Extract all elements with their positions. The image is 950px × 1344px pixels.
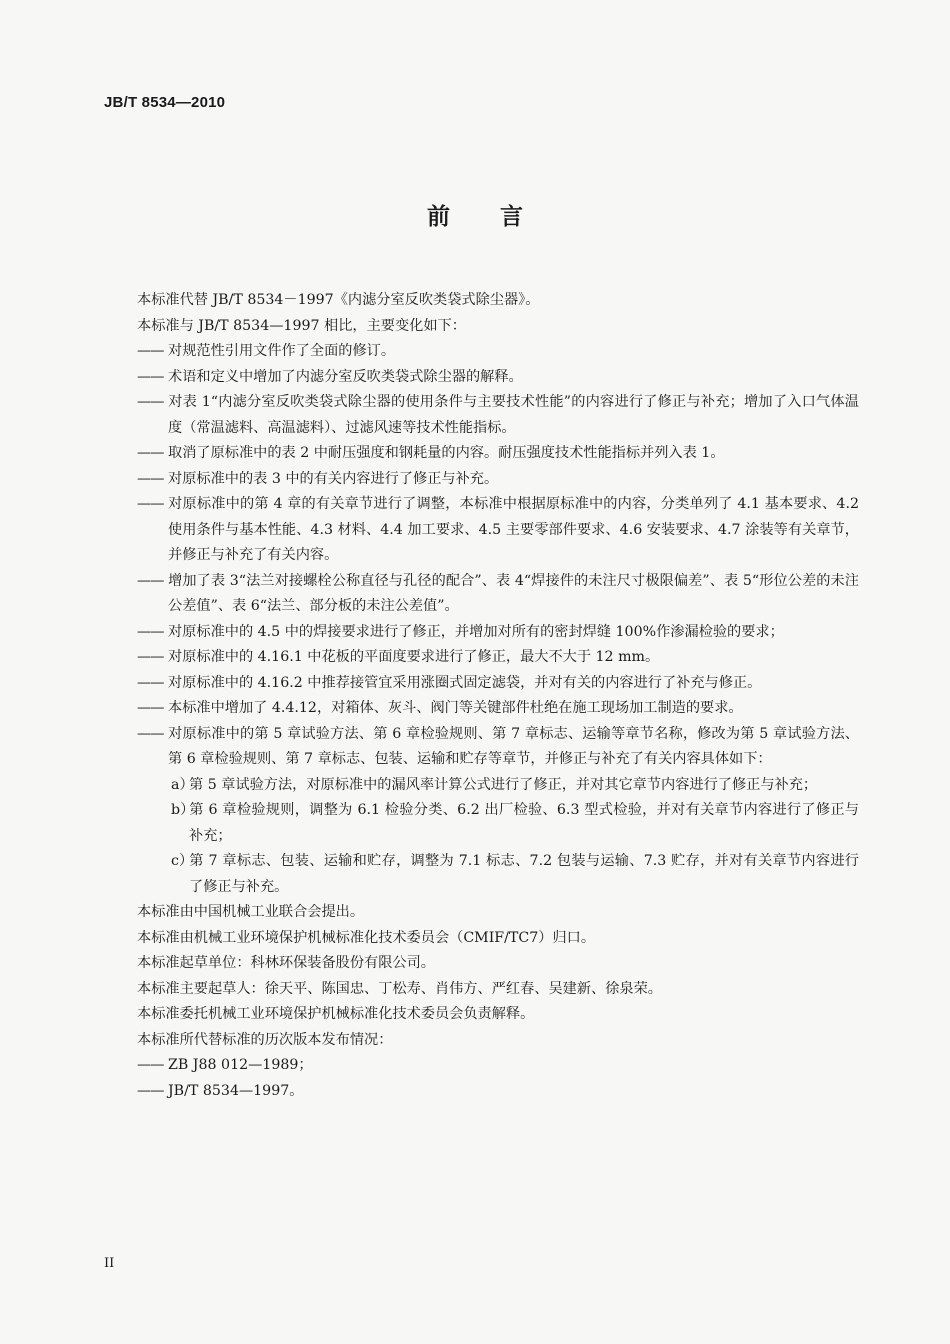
dash-mark: —— — [137, 368, 164, 385]
change-text: 对原标准中的表 3 中的有关内容进行了修正与补充。 — [168, 470, 499, 487]
intro-paragraph: 本标准代替 JB/T 8534－1997《内滤分室反吹类袋式除尘器》。 — [137, 292, 540, 308]
change-item — [137, 722, 859, 773]
change-text: 对原标准中的第 5 章试验方法、第 6 章检验规则、第 7 章标志、运输等章节名称，修改为第 5 章试验方法、第 6 章检验规则、第 7 章标志、包装、运输和贮存等章节，并修正与补充了有关内容具体如下： — [168, 725, 859, 767]
history-text: ZB J88 012—1989； — [168, 1057, 313, 1073]
dash-mark: —— — [137, 649, 164, 665]
page-number: II — [104, 1256, 115, 1271]
info-paragraph: 本标准由中国机械工业联合会提出。 — [137, 904, 365, 920]
change-item — [137, 365, 859, 391]
change-text: 对原标准中的 4.16.1 中花板的平面度要求进行了修正，最大不大于 12 mm。 — [168, 649, 660, 665]
dash-mark: —— — [137, 394, 164, 410]
change-item — [137, 620, 859, 646]
sub-item-text: 第 5 章试验方法，对原标准中的漏风率计算公式进行了修正，并对其它章节内容进行了修正与补充； — [189, 776, 818, 793]
change-item — [137, 671, 859, 697]
dash-mark: —— — [137, 1057, 164, 1073]
change-text: 增加了表 3“法兰对接螺栓公称直径与孔径的配合”、表 4“焊接件的未注尺寸极限偏差”、表 5“形位公差的未注公差值”、表 6“法兰、部分板的未注公差值”。 — [168, 572, 859, 614]
change-item — [137, 569, 859, 620]
dash-mark: —— — [137, 572, 164, 589]
change-item — [137, 467, 859, 493]
sub-item-label: c） — [171, 853, 194, 869]
change-text: 取消了原标准中的表 2 中耐压强度和钢耗量的内容。耐压强度技术性能指标并列入表 1。 — [168, 445, 725, 461]
sub-item-text: 第 7 章标志、包装、运输和贮存，调整为 7.1 标志、7.2 包装与运输、7.3 贮存，并对有关章节内容进行了修正与补充。 — [189, 853, 859, 895]
dash-mark: —— — [137, 1082, 164, 1099]
change-item — [137, 339, 859, 365]
info-paragraph: 本标准委托机械工业环境保护机械标准化技术委员会负责解释。 — [137, 1006, 535, 1022]
history-item — [137, 1053, 859, 1079]
info-paragraph: 本标准主要起草人：徐天平、陈国忠、丁松寿、肖伟方、严红春、吴建新、徐泉荣。 — [137, 980, 662, 997]
sub-item-label: a） — [171, 776, 194, 793]
sub-item-text: 第 6 章检验规则，调整为 6.1 检验分类、6.2 出厂检验、6.3 型式检验，并对有关章节内容进行了修正与补充； — [189, 802, 859, 844]
dash-mark: —— — [137, 470, 164, 487]
change-text: 对原标准中的 4.16.2 中推荐接管宜采用涨圈式固定滤袋，并对有关的内容进行了补充与修正。 — [168, 674, 762, 691]
page-title: 前言 — [427, 204, 573, 230]
change-text: 对原标准中的第 4 章的有关章节进行了调整，本标准中根据原标准中的内容，分类单列了 4.1 基本要求、4.2 使用条件与基本性能、4.3 材料、4.4 加工要求、4.5 主要零部件要求、4.6 安装要求、4.7 涂装等有关章节，并修正与补充了有关内容。 — [168, 496, 859, 563]
history-text: JB/T 8534—1997。 — [168, 1082, 304, 1099]
history-item — [137, 1079, 859, 1105]
info-paragraph: 本标准起草单位：科林环保装备股份有限公司。 — [137, 955, 435, 971]
change-text: 对表 1“内滤分室反吹类袋式除尘器的使用条件与主要技术性能”的内容进行了修正与补充；增加了入口气体温度（常温滤料、高温滤料）、过滤风速等技术性能指标。 — [168, 394, 859, 436]
sub-item — [137, 773, 859, 799]
change-item — [137, 645, 859, 671]
change-text: 本标准中增加了 4.4.12，对箱体、灰斗、阀门等关键部件杜绝在施工现场加工制造的要求。 — [168, 700, 743, 716]
change-text: 术语和定义中增加了内滤分室反吹类袋式除尘器的解释。 — [168, 368, 523, 385]
dash-mark: —— — [137, 700, 164, 716]
standard-code: JB/T 8534—2010 — [104, 94, 226, 111]
sub-item — [137, 849, 859, 900]
intro-paragraph: 本标准与 JB/T 8534—1997 相比，主要变化如下： — [137, 317, 466, 334]
dash-mark: —— — [137, 445, 164, 461]
foreword-body — [137, 288, 859, 1104]
sub-item-label: b） — [171, 802, 195, 818]
change-text: 对原标准中的 4.5 中的焊接要求进行了修正，并增加对所有的密封焊缝 100%作渗漏检验的要求； — [168, 623, 784, 640]
dash-mark: —— — [137, 674, 164, 691]
dash-mark: —— — [137, 496, 164, 512]
info-paragraph: 本标准由机械工业环境保护机械标准化技术委员会（CMIF/TC7）归口。 — [137, 929, 596, 946]
change-item — [137, 696, 859, 722]
info-paragraph: 本标准所代替标准的历次版本发布情况： — [137, 1031, 393, 1048]
change-item — [137, 390, 859, 441]
change-text: 对规范性引用文件作了全面的修订。 — [168, 343, 396, 359]
dash-mark: —— — [137, 343, 164, 359]
dash-mark: —— — [137, 725, 164, 742]
change-item — [137, 492, 859, 569]
dash-mark: —— — [137, 623, 164, 640]
sub-item — [137, 798, 859, 849]
change-item — [137, 441, 859, 467]
